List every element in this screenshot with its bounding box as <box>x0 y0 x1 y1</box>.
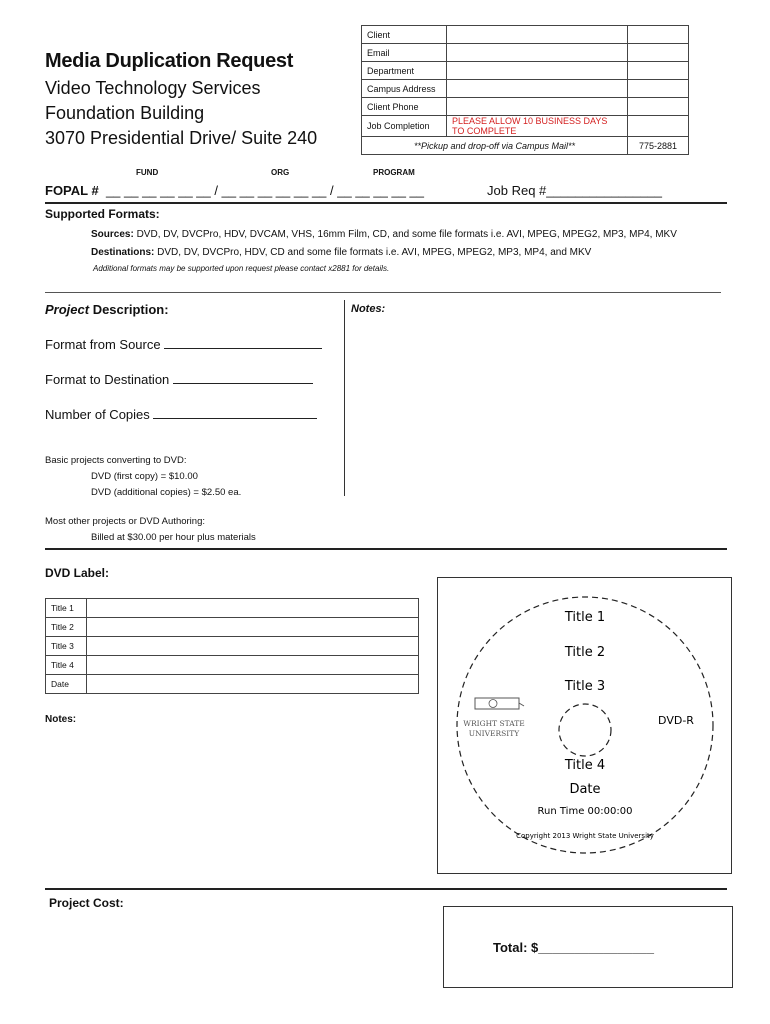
disc-title-4: Title 4 <box>564 758 606 773</box>
title-1-label: Title 1 <box>46 599 87 618</box>
disc-preview <box>438 578 731 873</box>
title-2-label: Title 2 <box>46 618 87 637</box>
client-label: Client <box>362 26 447 44</box>
project-cost-heading: Project Cost: <box>49 896 124 910</box>
title-3-label: Title 3 <box>46 637 87 656</box>
date-label: Date <box>46 675 87 694</box>
divider <box>45 548 727 550</box>
title-4-field[interactable] <box>87 656 419 675</box>
format-from-field[interactable] <box>164 336 322 349</box>
project-notes-label: Notes: <box>351 303 386 315</box>
fopal-row <box>45 183 424 198</box>
department-field[interactable] <box>447 62 628 80</box>
basic-projects-text: Basic projects converting to DVD: <box>45 455 187 466</box>
pickup-note: **Pickup and drop-off via Campus Mail** <box>362 137 628 155</box>
dvd-label-heading: DVD Label: <box>45 566 110 580</box>
formats-heading: Supported Formats: <box>45 207 160 221</box>
job-completion-label: Job Completion <box>362 116 447 137</box>
form-title: Media Duplication Request <box>45 50 294 72</box>
format-from-row <box>45 336 322 352</box>
fopal-blanks[interactable]: __ __ __ __ __ __ / __ __ __ __ __ __ / __ __ __ __ __ <box>105 183 424 198</box>
title-3-field[interactable] <box>87 637 419 656</box>
client-phone-label: Client Phone <box>362 98 447 116</box>
email-label: Email <box>362 44 447 62</box>
disc-preview-box <box>437 577 732 874</box>
sources-text: DVD, DV, DVCPro, HDV, DVCAM, VHS, 16mm Film, CD, and some file formats i.e. AVI, MPEG, MPEG2, MP3, MP4, MKV <box>136 229 677 240</box>
university-line-1: WRIGHT STATE <box>463 719 525 728</box>
disc-title-2: Title 2 <box>564 645 606 660</box>
divider <box>45 888 727 890</box>
disc-title-3: Title 3 <box>564 679 606 694</box>
disc-date: Date <box>569 782 601 797</box>
total-field[interactable]: Total: $________________ <box>493 940 654 955</box>
campus-address-label: Campus Address <box>362 80 447 98</box>
disc-runtime: Run Time 00:00:00 <box>537 806 633 817</box>
sources-label: Sources: <box>91 229 134 240</box>
title-4-label: Title 4 <box>46 656 87 675</box>
program-label: PROGRAM <box>373 168 415 177</box>
title-1-field[interactable] <box>87 599 419 618</box>
dvd-additional-price: DVD (additional copies) = $2.50 ea. <box>91 487 242 498</box>
vts-phone: 775-2881 <box>628 137 689 155</box>
format-to-label: Format to Destination <box>45 372 170 387</box>
department-label: Department <box>362 62 447 80</box>
dvd-first-price: DVD (first copy) = $10.00 <box>91 471 198 482</box>
copies-row <box>45 406 317 422</box>
format-from-label: Format from Source <box>45 337 161 352</box>
copies-field[interactable] <box>153 406 317 419</box>
column-divider <box>344 300 345 496</box>
divider <box>45 292 721 293</box>
disc-format: DVD-R <box>658 714 694 727</box>
fopal-label: FOPAL # <box>45 183 99 198</box>
other-projects-text: Most other projects or DVD Authoring: <box>45 516 205 527</box>
disc-copyright: Copyright 2013 Wright State University <box>516 832 654 840</box>
destinations-text: DVD, DV, DVCPro, HDV, CD and some file formats i.e. AVI, MPEG, MPEG2, MP3, MP4, and MKV <box>157 247 592 258</box>
date-field[interactable] <box>87 675 419 694</box>
street-address: 3070 Presidential Drive/ Suite 240 <box>45 128 318 148</box>
format-to-row <box>45 371 313 387</box>
email-field[interactable] <box>447 44 628 62</box>
format-to-field[interactable] <box>173 371 313 384</box>
divider <box>45 202 727 204</box>
description-word: Description: <box>89 302 169 317</box>
dvd-notes-label: Notes: <box>45 714 77 725</box>
university-logo <box>463 698 524 738</box>
campus-address-field[interactable] <box>447 80 628 98</box>
job-req-field[interactable]: Job Req #________________ <box>487 183 662 198</box>
additional-formats-note: Additional formats may be supported upon request please contact x2881 for details. <box>93 264 390 273</box>
fund-label: FUND <box>136 168 159 177</box>
dept-name: Video Technology Services <box>45 78 261 98</box>
client-field[interactable] <box>447 26 628 44</box>
building-name: Foundation Building <box>45 103 205 123</box>
disc-hole <box>559 704 611 756</box>
project-description-heading <box>45 302 169 317</box>
sources-line <box>91 229 677 240</box>
disc-title-1: Title 1 <box>564 610 606 625</box>
billed-rate-text: Billed at $30.00 per hour plus materials <box>91 532 256 543</box>
title-2-field[interactable] <box>87 618 419 637</box>
org-label: ORG <box>271 168 290 177</box>
destinations-label: Destinations: <box>91 247 155 258</box>
destinations-line <box>91 247 591 258</box>
dvd-label-table <box>45 598 419 694</box>
project-word: Project <box>45 302 90 317</box>
university-line-2: UNIVERSITY <box>468 729 520 738</box>
client-phone-field[interactable] <box>447 98 628 116</box>
job-completion-note: PLEASE ALLOW 10 BUSINESS DAYS TO COMPLETE <box>447 116 628 137</box>
client-info-table <box>361 25 689 155</box>
copies-label: Number of Copies <box>45 407 150 422</box>
